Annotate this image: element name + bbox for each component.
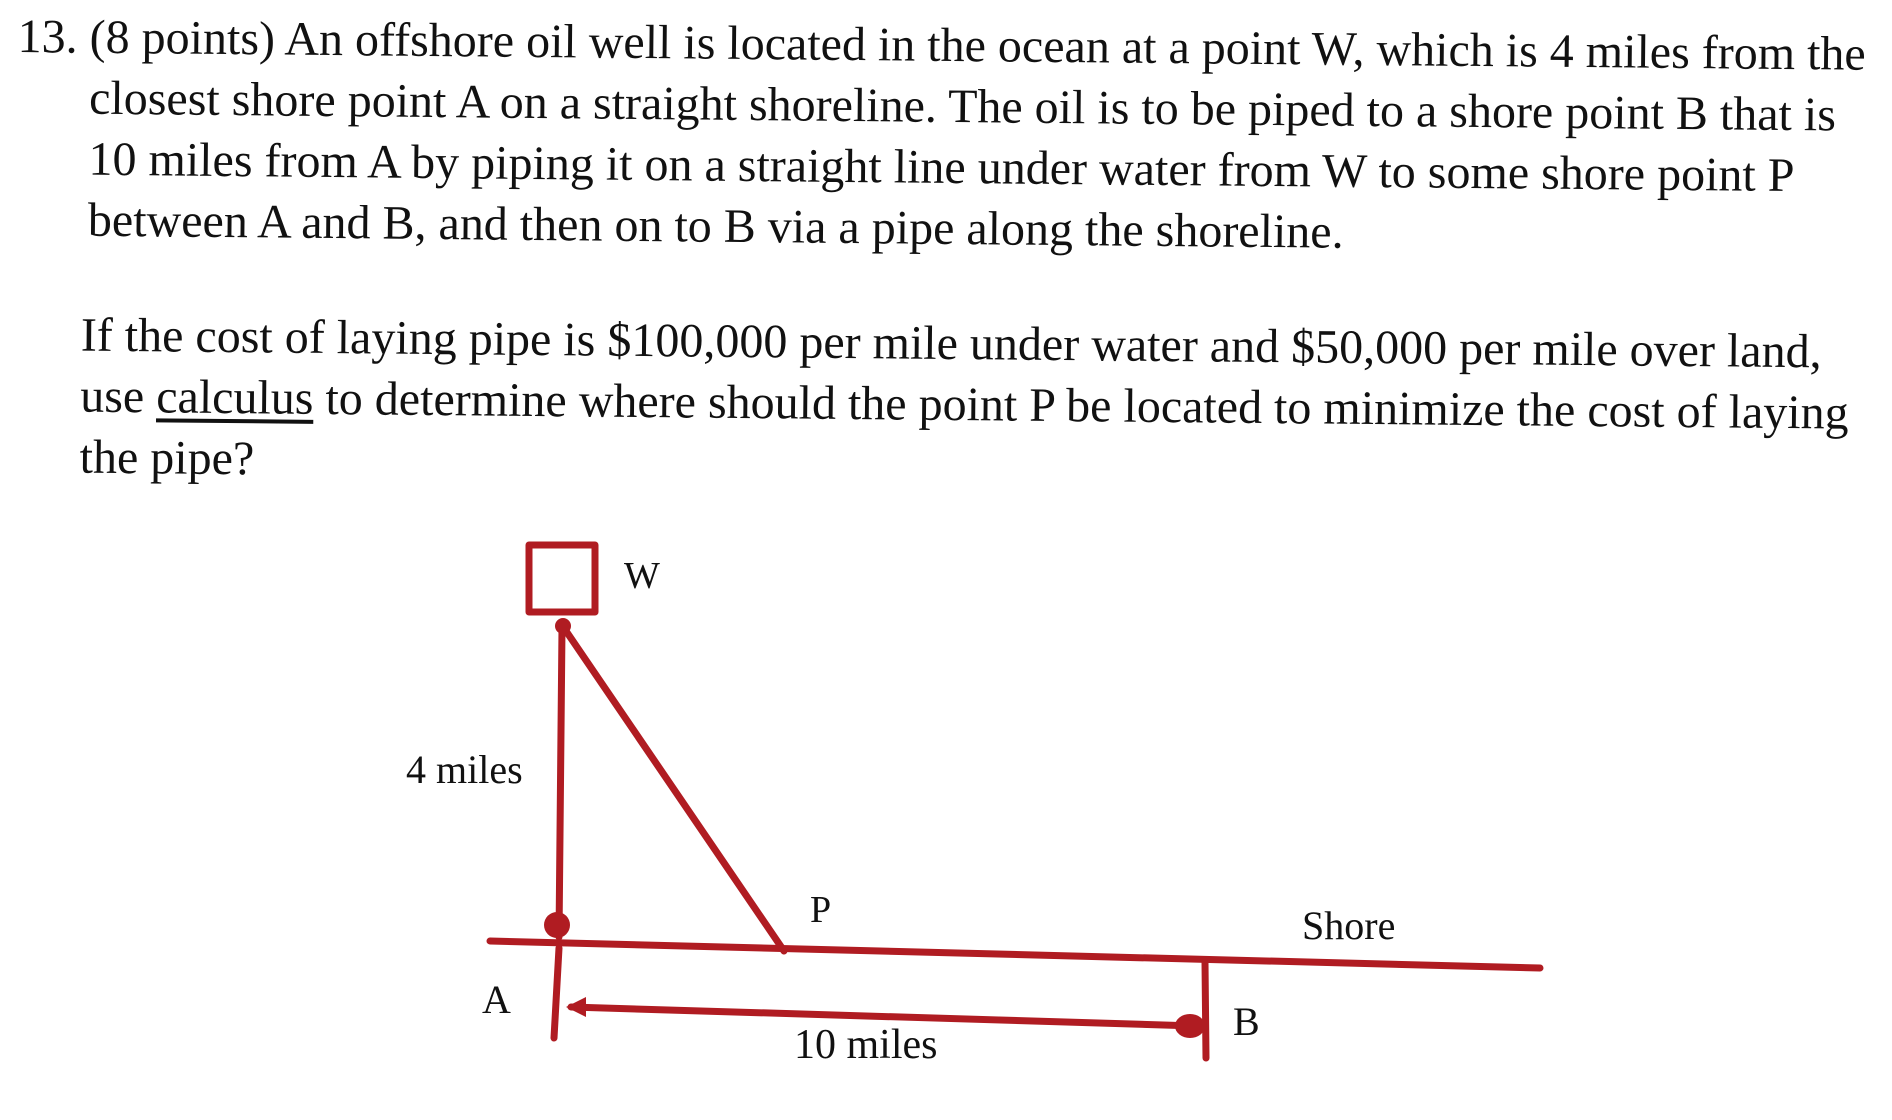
label-b: B (1233, 999, 1260, 1044)
oil-well-box (529, 545, 595, 612)
label-w: W (624, 555, 660, 597)
point-a-mark (544, 912, 570, 938)
arrowhead-right (1175, 1014, 1205, 1038)
tick-a (554, 948, 559, 1038)
underlined-word: calculus (155, 370, 314, 425)
problem-statement: (8 points) An offshore oil well is located in the ocean at a point W, which is 4 miles from the closest shore point A on a straight shoreline. The oil is to be piped to a shore point B that is 10 miles from A by piping it on a straight line under water from W to some shore point P between A and B, and then on to B via a pipe along the shoreline. (87, 10, 1867, 259)
cost-text-end: to determine where should the point P be located to minimize the cost of laying the pipe? (79, 371, 1849, 486)
label-height: 4 miles (406, 747, 523, 792)
label-a: A (482, 977, 511, 1022)
label-p: P (810, 889, 832, 931)
well-point-mark (555, 618, 571, 634)
arrowhead-left (566, 997, 586, 1017)
underwater-pipe-w-p (564, 628, 784, 951)
cost-text-start: If the cost of laying pipe is $100,000 per mile under water and $50,000 per mile over land, use (80, 308, 1822, 424)
height-line-w-a (559, 628, 562, 937)
question-number: 13. (17, 9, 78, 64)
label-length: 10 miles (794, 1022, 938, 1068)
tick-b (1205, 962, 1206, 1058)
label-shore: Shore (1302, 903, 1396, 948)
